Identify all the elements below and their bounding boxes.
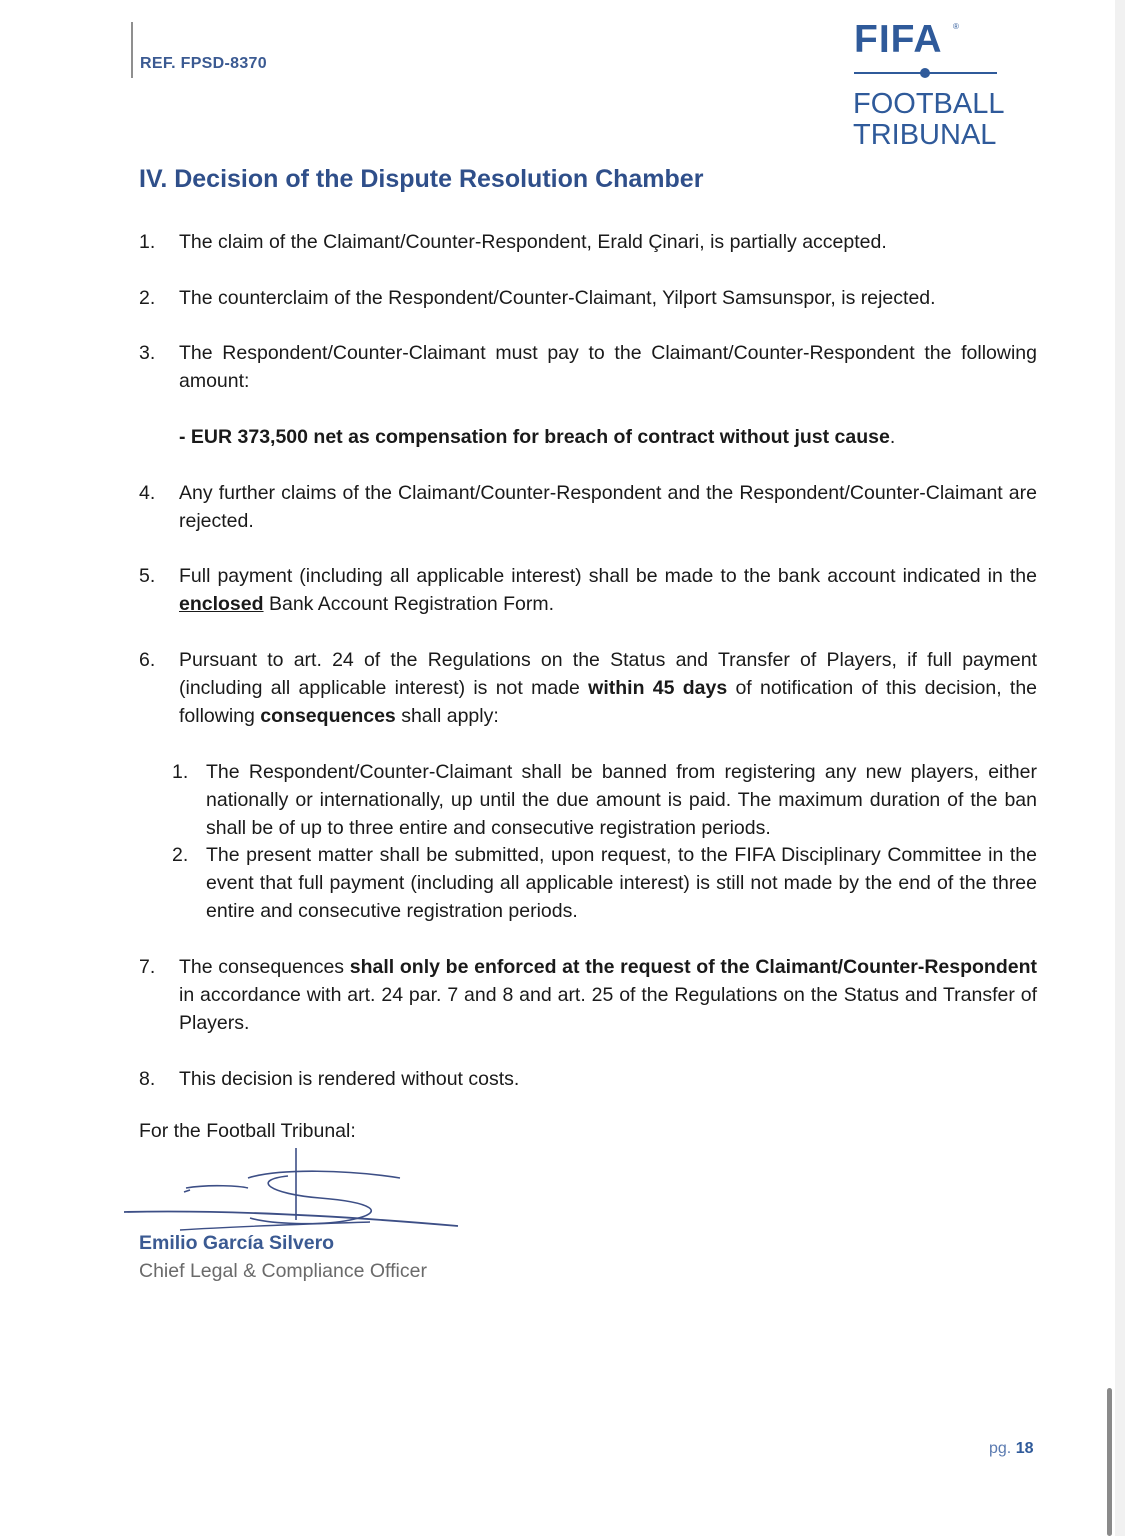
sub-item-text: The Respondent/Counter-Claimant shall be banned from registering any new players, either nationally or internationally, up until the due amount is paid. The maximum duration of the ban shall be of up to three entire and consecutive registration periods.	[206, 761, 1037, 839]
ref-divider	[131, 22, 133, 78]
logo-wordmark: FIFA	[854, 18, 943, 61]
viewer-edge	[1115, 0, 1125, 1536]
reference-number: REF. FPSD-8370	[140, 55, 267, 72]
sub-item-number: 2.	[172, 844, 189, 866]
item-text-part: Full payment (including all applicable interest) shall be made to the bank account indicated in the	[179, 565, 1037, 587]
item-text-part: The consequences	[179, 956, 350, 978]
enclosed-emphasis: enclosed	[179, 593, 264, 615]
page-number-value: 18	[1015, 1440, 1034, 1457]
item-number: 8.	[139, 1068, 156, 1090]
item-text: The Respondent/Counter-Claimant must pay to the Claimant/Counter-Respondent the following amount:	[179, 342, 1037, 392]
consequences-emphasis: consequences	[260, 705, 396, 727]
item-text: This decision is rendered without costs.	[179, 1068, 520, 1090]
item-number: 2.	[139, 287, 156, 309]
item-number: 6.	[139, 649, 156, 671]
fifa-football-tribunal-logo	[852, 18, 1005, 158]
item-text	[179, 646, 1037, 730]
item-text-part: Pursuant to art. 24 of the Regulations on the Status and Transfer of Players, if full payment (including all applicable interest) is not made	[179, 649, 1037, 699]
logo-dot-icon	[920, 68, 930, 78]
sub-item-number: 1.	[172, 761, 189, 783]
amount-text: - EUR 373,500 net as compensation for breach of contract without just cause	[179, 426, 890, 448]
page-number	[989, 1440, 1034, 1458]
item-number: 1.	[139, 231, 156, 253]
item-text-part: shall apply:	[395, 705, 499, 727]
item-text-part: Bank Account Registration Form.	[263, 593, 555, 615]
sub-item-text: The present matter shall be submitted, upon request, to the FIFA Disciplinary Committee in the event that full payment (including all applicable interest) is still not made by the end of the three entire and consecutive registration periods.	[206, 844, 1037, 922]
item-number: 5.	[139, 565, 156, 587]
amount-line	[179, 423, 1037, 451]
scrollbar-thumb[interactable]	[1107, 1388, 1112, 1536]
item-text: The claim of the Claimant/Counter-Respondent, Erald Çinari, is partially accepted.	[179, 231, 887, 253]
signatory-name: Emilio García Silvero	[139, 1232, 335, 1254]
item-text-part: of notification of this decision, the following	[179, 677, 1038, 727]
item-number: 3.	[139, 342, 156, 364]
item-text: Any further claims of the Claimant/Counter-Respondent and the Respondent/Counter-Claimant are rejected.	[179, 482, 1037, 532]
enforcement-emphasis: shall only be enforced at the request of the Claimant/Counter-Respondent	[349, 956, 1038, 978]
item-text	[179, 953, 1037, 1037]
logo-line-2: TRIBUNAL	[853, 119, 997, 151]
item-text-part: in accordance with art. 24 par. 7 and 8 and art. 25 of the Regulations on the Status and Transfer of Players.	[179, 984, 1037, 1034]
section-heading: IV. Decision of the Dispute Resolution Chamber	[139, 165, 704, 193]
item-number: 7.	[139, 956, 156, 978]
amount-end: .	[889, 426, 896, 448]
signoff-line: For the Football Tribunal:	[139, 1120, 356, 1142]
registered-mark-icon: ®	[953, 22, 959, 31]
deadline-emphasis: within 45 days	[588, 677, 728, 699]
item-text: The counterclaim of the Respondent/Counter-Claimant, Yilport Samsunspor, is rejected.	[179, 287, 936, 309]
page-prefix: pg.	[989, 1440, 1012, 1457]
signature-image	[120, 1140, 465, 1235]
item-number: 4.	[139, 482, 156, 504]
item-text	[179, 562, 1037, 618]
signatory-title: Chief Legal & Compliance Officer	[139, 1260, 427, 1282]
logo-line-1: FOOTBALL	[853, 88, 1005, 120]
